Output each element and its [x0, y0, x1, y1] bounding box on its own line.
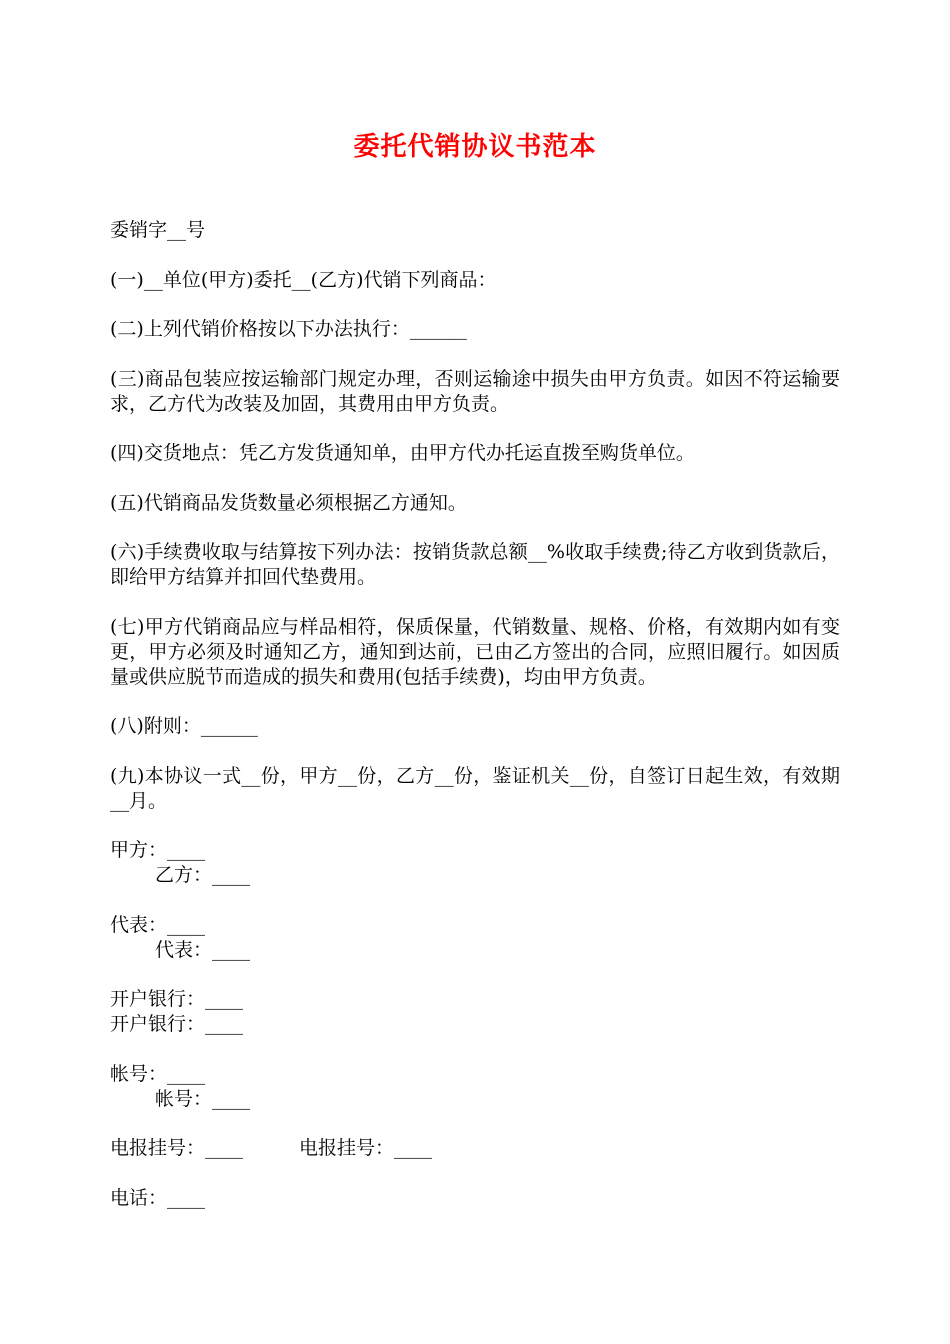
party-a-field: 甲方：____	[110, 839, 206, 861]
party-b-field: 乙方：____	[155, 864, 251, 886]
clause-3: (三)商品包装应按运输部门规定办理，否则运输途中损失由甲方负责。如因不符运输要求，乙方代为改装及加固，其费用由甲方负责。	[110, 367, 840, 415]
signature-representative-block	[110, 913, 840, 963]
clause-7: (七)甲方代销商品应与样品相符，保质保量，代销数量、规格、价格，有效期内如有变更，甲方必须及时通知乙方，通知到达前，已由乙方签出的合同，应照旧履行。如因质量或供应脱节而造成的损失和费用(包括手续费)，均由甲方负责。	[110, 615, 840, 688]
signature-bank-block	[110, 987, 840, 1037]
representative-b-field: 代表：____	[155, 938, 251, 961]
clause-9: (九)本协议一式__份，甲方__份，乙方__份，鉴证机关__份，自签订日起生效，有效期__月。	[110, 764, 840, 812]
phone-field: 电话：____	[110, 1186, 206, 1209]
clause-2: (二)上列代销价格按以下办法执行：______	[110, 318, 467, 340]
clause-8: (八)附则：______	[110, 715, 258, 737]
telegraph-b-field: 电报挂号：____	[299, 1137, 433, 1159]
reference-number: 委销字__号	[110, 219, 206, 241]
account-a-field: 帐号：____	[110, 1062, 206, 1085]
signature-telegraph-block	[110, 1136, 840, 1161]
signature-party-block	[110, 838, 840, 888]
representative-a-field: 代表：____	[110, 913, 206, 936]
telegraph-a-field: 电报挂号：____	[110, 1137, 244, 1159]
bank-b-field: 开户银行：____	[110, 1013, 244, 1035]
clause-6: (六)手续费收取与结算按下列办法：按销货款总额__%收取手续费;待乙方收到货款后，即给甲方结算并扣回代垫费用。	[110, 541, 840, 588]
account-b-field: 帐号：____	[155, 1087, 251, 1110]
clause-5: (五)代销商品发货数量必须根据乙方通知。	[110, 491, 467, 514]
document-body	[110, 218, 840, 1211]
signature-account-block	[110, 1062, 840, 1112]
bank-a-field: 开户银行：____	[110, 988, 244, 1010]
clause-1: (一)__单位(甲方)委托__(乙方)代销下列商品：	[110, 268, 497, 291]
document-title: 委托代销协议书范本	[353, 132, 597, 162]
clause-4: (四)交货地点：凭乙方发货通知单，由甲方代办托运直拨至购货单位。	[110, 442, 695, 464]
